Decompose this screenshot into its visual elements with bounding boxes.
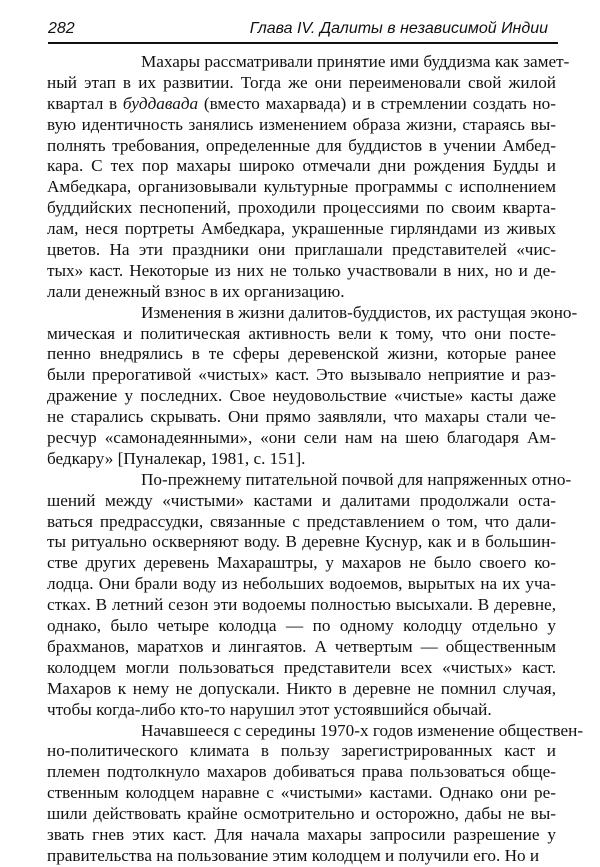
running-header	[48, 18, 558, 44]
paragraph	[47, 469, 572, 721]
text-line: однако, было четыре колодца — по одному колодцу отдельно у	[47, 616, 556, 636]
text-line: шений между «чистыми» кастами и далитами продолжали оста-	[47, 490, 556, 510]
text-line: Амбедкара, организовывали культурные программы с исполнением	[47, 177, 556, 197]
paragraph	[47, 302, 578, 470]
text-line: цветов. На эти праздники они приглашали представителей «чис-	[47, 240, 556, 260]
text-line: буддийских песнопений, проходили процессиями по своим кварта-	[47, 198, 556, 218]
text-line: Начавшееся с середины 1970-х годов изменение обществен-	[141, 720, 584, 740]
text-line: ты ритуально оскверняют воду. В деревне Куснур, как и в большин-	[47, 532, 556, 552]
text-line: бедкару» [Пуналекар, 1981, с. 151].	[47, 448, 306, 468]
paragraph	[47, 52, 570, 303]
text-line: правительства на пользование этим колодцем и получили его. Но и	[47, 845, 540, 865]
text-line: ваться предрассудки, связанные с представлением о том, что дали-	[47, 511, 556, 531]
text-line: ресчур «самонадеянными», «они сели нам на шею благодаря Ам-	[47, 428, 556, 448]
text-line: шили действовать крайне осмотрительно и осторожно, дабы не вы-	[47, 804, 556, 824]
text-line: мическая и политическая активность вели к тому, что они посте-	[47, 323, 556, 343]
text-line: полнять требования, определенные для буддистов в учении Амбед-	[47, 135, 556, 155]
text-fragment: (вместо махарвада) и в стремлении создать но-	[198, 93, 556, 113]
page-body	[47, 52, 584, 867]
text-line: лодца. Они брали воду из небольших водоемов, вырытых на их уча-	[47, 574, 556, 594]
text-line: тых» каст. Некоторые из них не только участвовали в них, но и де-	[47, 260, 556, 280]
italic-term: буддавада	[122, 93, 199, 113]
text-line: вую идентичность занялись изменением образа жизни, стараясь вы-	[47, 114, 556, 134]
text-line: лам, неся портреты Амбедкара, украшенные гирляндами из живых	[47, 219, 556, 239]
text-line: стках. В летний сезон эти водоемы полностью высыхали. В деревне,	[47, 595, 556, 615]
text-line: были прерогативой «чистых» каст. Это вызывало неприятие и раз-	[47, 365, 556, 385]
text-line: Махаров к нему не допускали. Никто в деревне не помнил случая,	[47, 678, 556, 698]
text-line: стве других деревень Махараштры, у махаров не было своего ко-	[47, 553, 556, 573]
text-line: брахманов, маратхов и лингаятов. А четвертым — общественным	[47, 636, 556, 656]
text-line: Махары рассматривали принятие ими буддизма как замет-	[141, 52, 570, 71]
text-line: Изменения в жизни далитов-буддистов, их растущая эконо-	[141, 302, 578, 322]
text-line	[47, 94, 556, 115]
chapter-title: Глава IV. Далиты в независимой Индии	[249, 20, 548, 37]
text-line: ный этап в их развитии. Тогда же они переименовали свой жилой	[47, 72, 556, 92]
text-line: лали денежный взнос в их организацию.	[47, 281, 345, 301]
text-line: племен подтолкнуло махаров добиваться права пользоваться обще-	[47, 762, 556, 782]
paragraph	[47, 720, 584, 867]
text-line: дражение у последних. Свое неудовольствие «чистые» касты даже	[47, 386, 556, 406]
text-line: чтобы когда-либо кто-то нарушил этот устоявшийся обычай.	[47, 699, 492, 719]
text-line: пенно внедрялись в те сферы деревенской жизни, которые ранее	[47, 344, 556, 364]
text-line: По-прежнему питательной почвой для напряженных отно-	[141, 469, 572, 489]
text-line: но-политического климата в пользу зарегистрированных каст и	[47, 741, 556, 761]
text-fragment: квартал в	[47, 93, 123, 113]
text-line: не старались скрывать. Они прямо заявляли, что махары стали че-	[47, 407, 556, 427]
text-line: звать гнев этих каст. Для начала махары запросили разрешение у	[47, 824, 556, 844]
text-line: кара. С тех пор махары широко отмечали дни рождения Будды и	[47, 156, 556, 176]
text-line: колодцем могли пользоваться представители всех «чистых» каст.	[47, 657, 556, 677]
page-number: 282	[48, 20, 75, 37]
text-line: ственным колодцем наравне с «чистыми» кастами. Однако они ре-	[47, 783, 556, 803]
